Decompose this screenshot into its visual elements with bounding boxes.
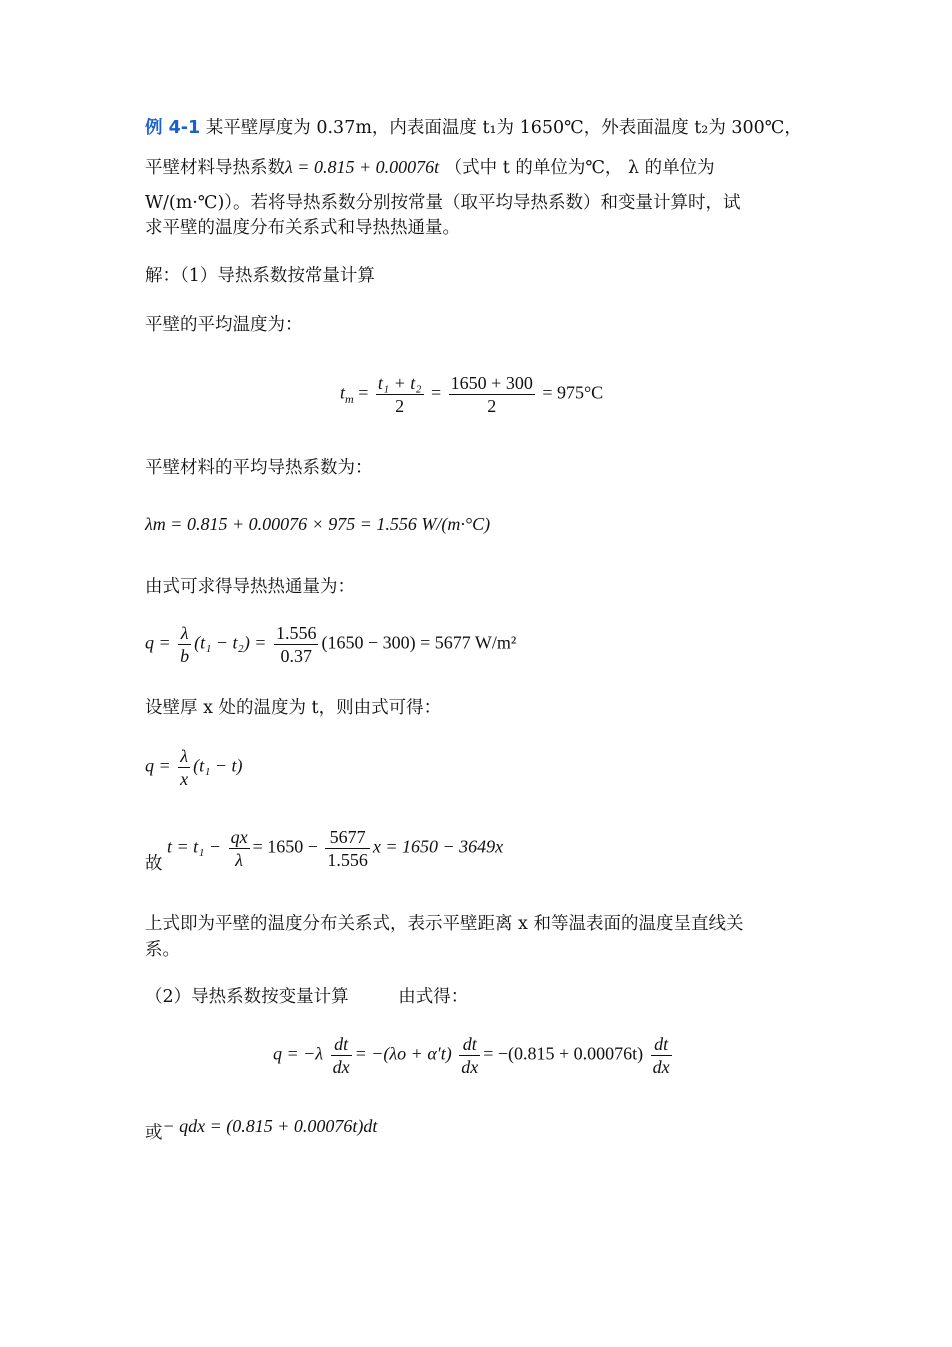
problem-line-4: 求平壁的温度分布关系式和导热热通量。 [145,218,460,238]
t-frac2-den: 1.556 [327,850,368,870]
conclusion-line-2: 系。 [145,940,180,960]
equation-lambda-m: λm = 0.815 + 0.00076 × 975 = 1.556 W/(m·°C) [145,514,491,534]
part2-from-text: 由式得： [398,987,469,1007]
x-text: 设壁厚 x 处的温度为 t，则由式可得： [145,698,442,718]
qx-lhs: q = [145,755,171,776]
q-frac2-den: 0.37 [280,646,312,666]
var-mid2: = −(0.815 + 0.00076t) [483,1043,644,1064]
problem-text-2-prefix: 平壁材料导热系数 [145,158,285,178]
t-tail: x = 1650 − 3649x [372,836,504,857]
problem-line-2 [145,155,715,180]
equation-tm: $t_m$ = $\frac{\text{t₁ + t₂}}{2}$ = $\frac{1650 + 300}{2}$ = 975°C [340,373,604,416]
q-lhs: q = [145,632,171,653]
var-fraction-1 [331,1033,352,1078]
tm-symbol: t [340,382,346,403]
tm-fraction-1 [376,372,424,417]
problem-line-3: W/(m·℃)）。若将导热系数分别按常量（取平均导热系数）和变量计算时，试 [145,193,741,213]
problem-line-1 [145,116,802,140]
lambda-formula: λ = 0.815 + 0.00076t [285,157,440,177]
q-frac1-den: b [180,646,190,666]
avg-temp-text: 平壁的平均温度为： [145,315,303,335]
qx-fraction [178,745,190,790]
q-mid: (t₁ − t₂) = [194,632,267,653]
t-fraction-1 [229,826,250,871]
q-frac2-num: 1.556 [275,623,317,643]
var-lhs: q = −λ [273,1043,324,1064]
equation-t [145,826,504,874]
tm-frac2-den: 2 [487,396,497,416]
t-frac2-num: 5677 [325,826,370,849]
tm-frac1-num: t₁ + t₂ [377,373,422,393]
qx-tail: (t₁ − t) [193,755,243,776]
var-f1-num: dt [331,1033,352,1056]
t-frac1-den: λ [235,850,243,870]
huo-text: 或 [145,1123,163,1143]
var-f1-den: dx [332,1057,350,1077]
var-f3-den: dx [652,1057,670,1077]
problem-text-2-suffix: （式中 t 的单位为℃， λ 的单位为 [444,158,715,178]
tm-subscript: m [345,392,354,407]
q-frac1-num: λ [178,622,191,645]
part1-heading: 解：（1）导热系数按常量计算 [145,266,375,286]
tm-fraction-2 [449,372,535,417]
var-mid1: = −(λo + α′t) [354,1043,452,1064]
equation-variable [273,1033,675,1078]
qx-frac-num: λ [178,745,190,768]
var-fraction-3 [651,1033,672,1078]
var-f2-num: dt [459,1033,480,1056]
q-fraction-2 [274,622,319,667]
tm-frac1-den: 2 [395,396,405,416]
t-mid: = 1650 − [252,836,318,857]
var-f3-num: dt [651,1033,672,1056]
equation-or [145,1113,378,1143]
equation-q [145,622,516,667]
part2-heading [145,985,468,1009]
problem-text-1: 某平壁厚度为 0.37m，内表面温度 t₁为 1650℃，外表面温度 t₂为 300℃， [205,118,802,138]
var-fraction-2 [459,1033,480,1078]
avg-lambda-text: 平壁材料的平均导热系数为： [145,458,373,478]
t-frac1-num: qx [230,827,248,847]
equation-qx [145,745,243,790]
t-fraction-2 [325,826,370,871]
q-fraction-1 [178,622,191,667]
q-tail: (1650 − 300) = 5677 W/m² [321,632,517,653]
t-lhs: t = t₁ − [167,836,222,857]
or-formula: − qdx = (0.815 + 0.00076t)dt [162,1116,378,1136]
tm-frac2-num: 1650 + 300 [450,373,533,393]
flux-text: 由式可求得导热热通量为： [145,577,355,597]
qx-frac-den: x [180,769,189,789]
example-label: 例 4-1 [145,118,201,138]
part2-heading-text: （2）导热系数按变量计算 [145,987,349,1007]
gu-text: 故 [145,853,163,874]
conclusion-line-1: 上式即为平壁的温度分布关系式，表示平壁距离 x 和等温表面的温度呈直线关 [145,914,744,934]
var-f2-den: dx [461,1057,479,1077]
tm-result: = 975°C [542,382,604,403]
